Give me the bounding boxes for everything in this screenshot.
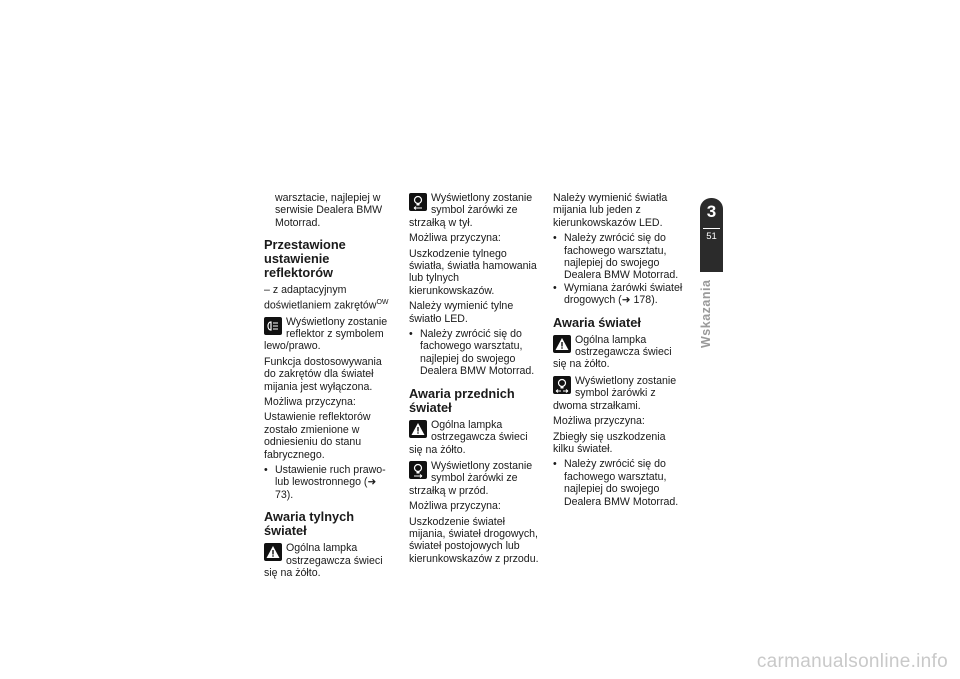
cause-text: Ustawienie reflektorów zostało zmienione w odniesieniu do stanu fabrycznego.	[264, 411, 371, 461]
paragraph: Należy wymienić światła mijania lub jeden z kierunkowskazów LED.	[553, 192, 668, 229]
indicator-row	[553, 375, 687, 412]
bullet: •	[553, 458, 557, 471]
section-label: Wskazania	[699, 279, 713, 348]
heading-front-lights: Awaria przednich świateł	[409, 385, 515, 415]
warning-row	[553, 334, 687, 371]
cause-label: Możliwa przyczyna:	[264, 396, 356, 408]
divider	[703, 228, 720, 229]
warning-row	[264, 542, 396, 579]
warning-text: Ogólna lampka ostrzegawcza świeci się na żółto.	[409, 418, 528, 456]
cause-text: Uszkodzenie świateł mijania, świateł drogowych, świateł postojowych lub kierunkowskazów z przodu.	[409, 515, 539, 565]
warning-row	[409, 419, 543, 456]
bullet: •	[553, 281, 557, 294]
paragraph: warsztacie, najlepiej w serwisie Dealera BMW Motorrad.	[275, 192, 383, 229]
warning-text: Ogólna lampka ostrzegawcza świeci się na żółto.	[553, 333, 672, 371]
option-superscript: OW	[376, 298, 389, 306]
indicator-row	[409, 460, 543, 497]
list-item: • Ustawienie ruch prawo- lub lewostronnego (➜ 73).	[264, 464, 386, 501]
heading-adjust: Przestawione ustawienie reflektorów	[264, 237, 346, 281]
warning-triangle-icon	[264, 543, 282, 561]
column-2	[409, 192, 543, 568]
cause-text: Zbiegły się uszkodzenia kilku świateł.	[553, 430, 666, 455]
warning-triangle-icon	[409, 420, 427, 438]
heading-lights: Awaria świateł	[553, 314, 641, 330]
indicator-row	[409, 192, 543, 229]
indicator-row	[264, 316, 396, 353]
chapter-number: 3	[706, 202, 717, 221]
list-item: • Należy zwrócić się do fachowego warsztatu, najlepiej do swojego Dealera BMW Motorrad.	[553, 232, 679, 282]
bulb-arrow-front-icon	[409, 461, 427, 479]
cause-label: Możliwa przyczyna:	[553, 415, 645, 428]
column-1	[264, 192, 396, 582]
bullet: •	[553, 232, 557, 245]
bulb-two-arrows-icon	[553, 376, 571, 394]
dash-item: – z adaptacyjnym doświetlaniem zakrętów$^{OW}$	[264, 284, 389, 312]
cause-label: Możliwa przyczyna:	[409, 232, 501, 245]
paragraph: Należy wymienić tylne światło LED.	[409, 300, 514, 325]
indicator-text: Wyświetlony zostanie symbol żarówki ze strzałką w przód.	[409, 459, 533, 497]
page-number: 51	[706, 231, 717, 242]
bulb-arrow-back-icon	[409, 193, 427, 211]
watermark: carmanualsonline.info	[756, 651, 948, 672]
chapter-tab	[700, 198, 723, 272]
indicator-text: Wyświetlony zostanie reflektor z symbolem lewo/prawo.	[264, 315, 388, 353]
warning-triangle-icon	[553, 335, 571, 353]
cause-label: Możliwa przyczyna:	[409, 500, 501, 513]
bullet: •	[409, 328, 413, 341]
paragraph: Funkcja dostosowywania do zakrętów dla świateł mijania jest wyłączona.	[264, 355, 382, 393]
indicator-text: Wyświetlony zostanie symbol żarówki z dwoma strzałkami.	[553, 374, 677, 412]
heading-rear-lights: Awaria tylnych świateł	[264, 509, 355, 539]
cause-text: Uszkodzenie tylnego światła, światła hamowania lub tylnych kierunkowskazów.	[409, 247, 537, 297]
indicator-text: Wyświetlony zostanie symbol żarówki ze strzałką w tył.	[409, 192, 533, 229]
list-item: • Wymiana żarówki świateł drogowych (➜ 178).	[553, 281, 683, 307]
headlight-icon	[264, 317, 282, 335]
warning-text: Ogólna lampka ostrzegawcza świeci się na żółto.	[264, 542, 383, 580]
bullet: •	[264, 464, 268, 477]
list-item: • Należy zwrócić się do fachowego warsztatu, najlepiej do swojego Dealera BMW Motorrad.	[553, 458, 679, 508]
list-item: • Należy zwrócić się do fachowego warsztatu, najlepiej do swojego Dealera BMW Motorrad.	[409, 328, 535, 378]
column-3	[553, 192, 687, 508]
